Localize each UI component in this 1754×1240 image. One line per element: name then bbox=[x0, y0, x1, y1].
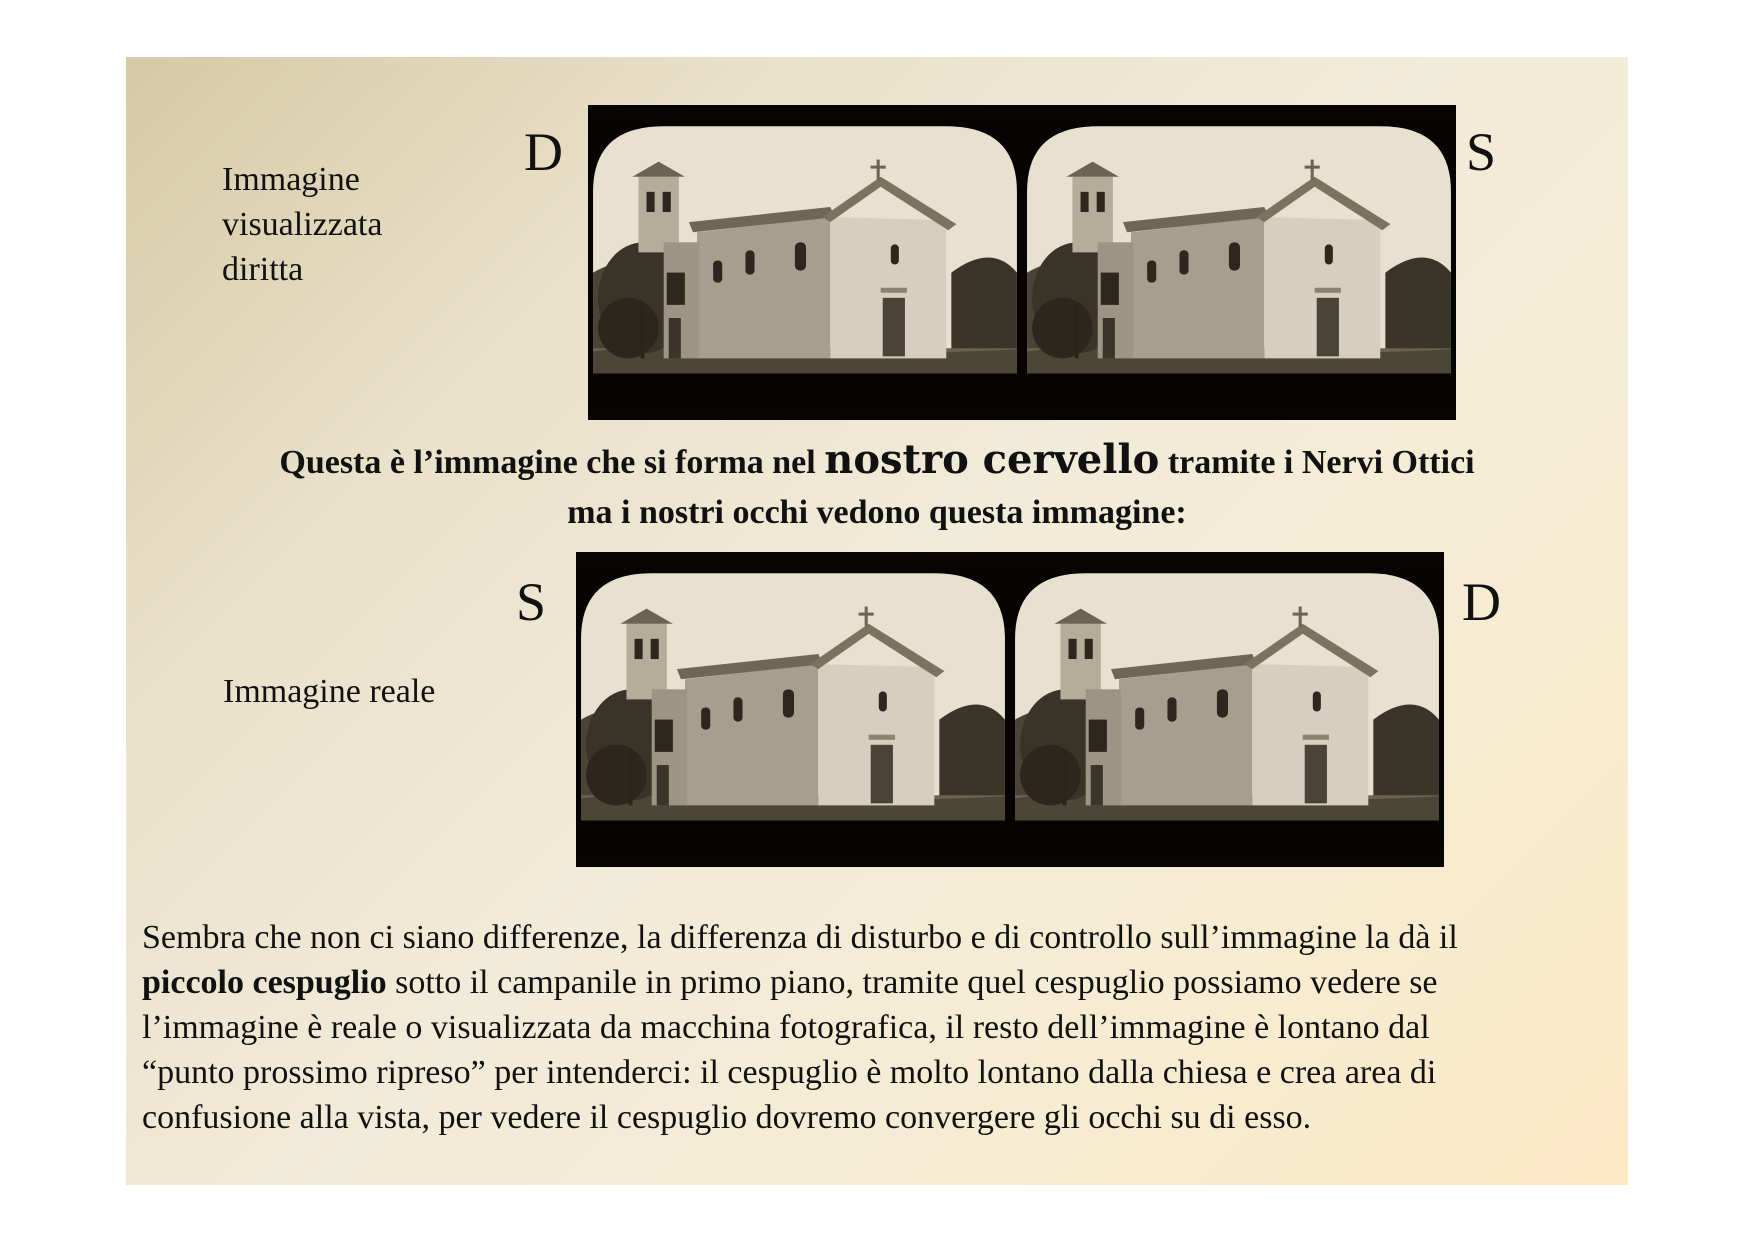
slide-background bbox=[126, 57, 1628, 1185]
caption-line-2: ma i nostri occhi vedono questa immagine: bbox=[567, 494, 1187, 531]
bottom-photo-right-frame bbox=[1010, 568, 1444, 851]
bottom-stereo-photo bbox=[576, 552, 1444, 867]
top-label-line: diritta bbox=[222, 251, 304, 288]
top-photo-left-frame bbox=[588, 121, 1022, 404]
explanation-paragraph bbox=[142, 915, 1622, 1140]
bottom-eye-left-marker: S bbox=[516, 572, 547, 632]
paragraph-line: confusione alla vista, per vedere il cespuglio dovremo convergere gli occhi su di esso. bbox=[142, 1099, 1312, 1136]
paragraph-bold-phrase: piccolo cespuglio bbox=[142, 964, 387, 1001]
bottom-photo-left-frame bbox=[576, 568, 1010, 851]
caption-emphasis: nostro cervello bbox=[824, 436, 1160, 483]
top-eye-left-marker: D bbox=[524, 122, 563, 182]
top-label bbox=[222, 157, 382, 292]
top-eye-right-marker: S bbox=[1466, 122, 1497, 182]
top-photo-right-frame bbox=[1022, 121, 1456, 404]
paragraph-line: Sembra che non ci siano differenze, la differenza di disturbo e di controllo sull’immagine la dà il bbox=[142, 919, 1458, 956]
top-label-line: Immagine bbox=[222, 161, 360, 198]
caption-text: tramite i Nervi Ottici bbox=[1159, 444, 1475, 481]
paragraph-line bbox=[142, 960, 1622, 1005]
paragraph-text: sotto il campanile in primo piano, tramite quel cespuglio possiamo vedere se bbox=[386, 964, 1438, 1001]
bottom-eye-right-marker: D bbox=[1462, 572, 1501, 632]
top-stereo-photo bbox=[588, 105, 1456, 420]
top-label-line: visualizzata bbox=[222, 206, 383, 243]
paragraph-line: l’immagine è reale o visualizzata da macchina fotografica, il resto dell’immagine è lontano dal bbox=[142, 1009, 1430, 1046]
caption-text: Questa è l’immagine che si forma nel bbox=[279, 444, 825, 481]
paragraph-line: “punto prossimo ripreso” per intenderci: il cespuglio è molto lontano dalla chiesa e crea area di bbox=[142, 1054, 1437, 1091]
bottom-label: Immagine reale bbox=[223, 673, 436, 710]
caption-line-1 bbox=[126, 435, 1628, 487]
